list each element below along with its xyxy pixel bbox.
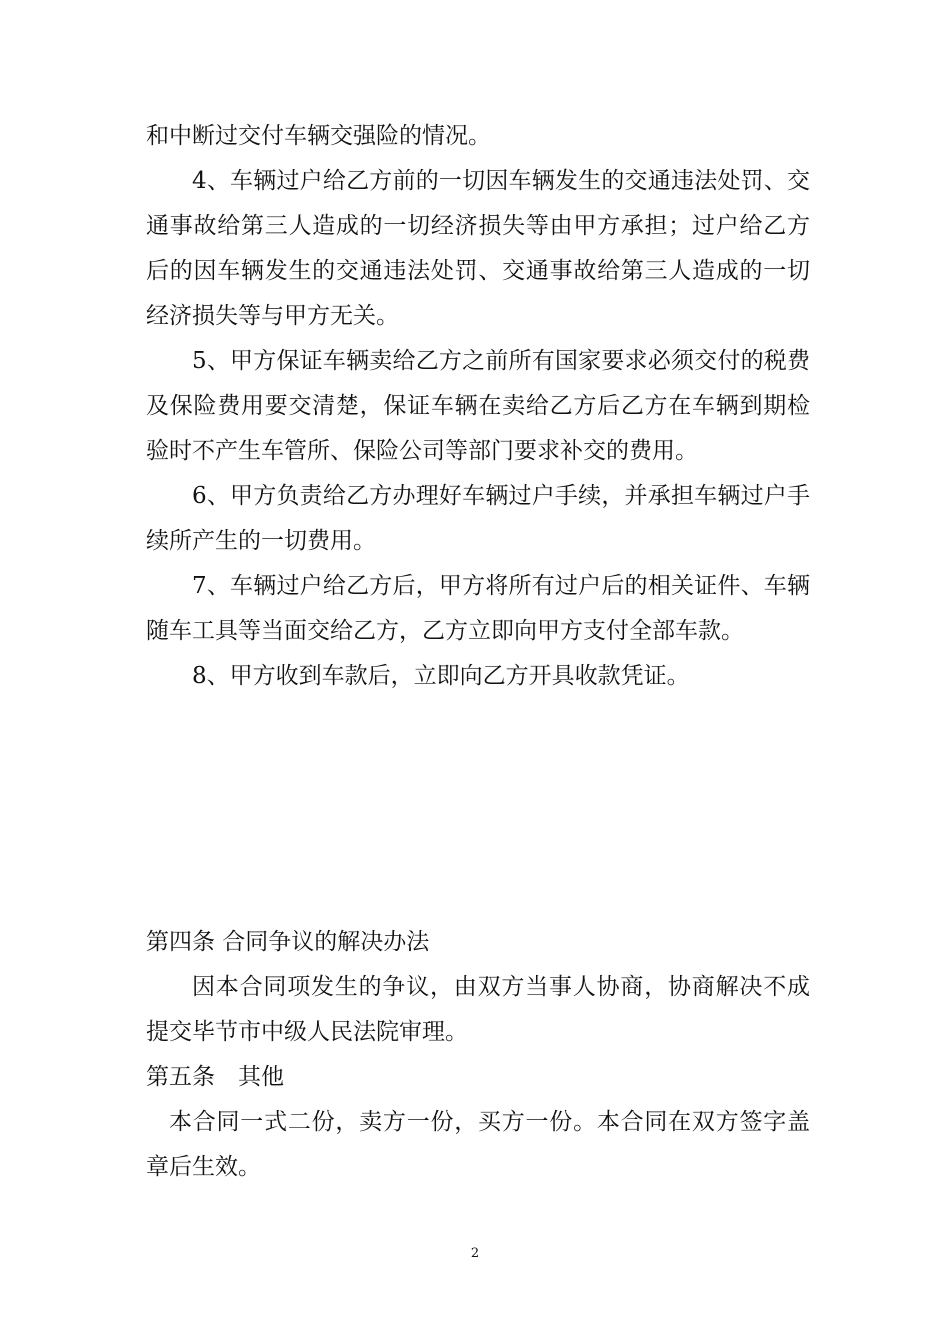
clause-6: 6、甲方负责给乙方办理好车辆过户手续，并承担车辆过户手续所产生的一切费用。 (146, 483, 810, 554)
article-4-body: 因本合同项发生的争议，由双方当事人协商，协商解决不成提交毕节市中级人民法院审理。 (146, 974, 810, 1045)
clause-4: 4、车辆过户给乙方前的一切因车辆发生的交通违法处罚、交通事故给第三人造成的一切经济损失等由甲方承担；过户给乙方后的因车辆发生的交通违法处罚、交通事故给第三人造成的一切经济损失等与甲方无关。 (146, 168, 810, 329)
article-5-body: 本合同一式二份，卖方一份，买方一份。本合同在双方签字盖章后生效。 (146, 1109, 810, 1180)
article-5-heading: 第五条 其他 (146, 1064, 284, 1090)
page-number: 2 (470, 1246, 480, 1261)
clause-8: 8、甲方收到车款后，立即向乙方开具收款凭证。 (192, 663, 690, 689)
paragraph-continuation: 和中断过交付车辆交强险的情况。 (146, 123, 491, 149)
article-4-heading: 第四条 合同争议的解决办法 (146, 929, 430, 955)
clause-7: 7、车辆过户给乙方后，甲方将所有过户后的相关证件、车辆随车工具等当面交给乙方，乙方立即向甲方支付全部车款。 (146, 573, 810, 644)
clause-5: 5、甲方保证车辆卖给乙方之前所有国家要求必须交付的税费及保险费用要交清楚，保证车辆在卖给乙方后乙方在车辆到期检验时不产生车管所、保险公司等部门要求补交的费用。 (146, 348, 810, 464)
